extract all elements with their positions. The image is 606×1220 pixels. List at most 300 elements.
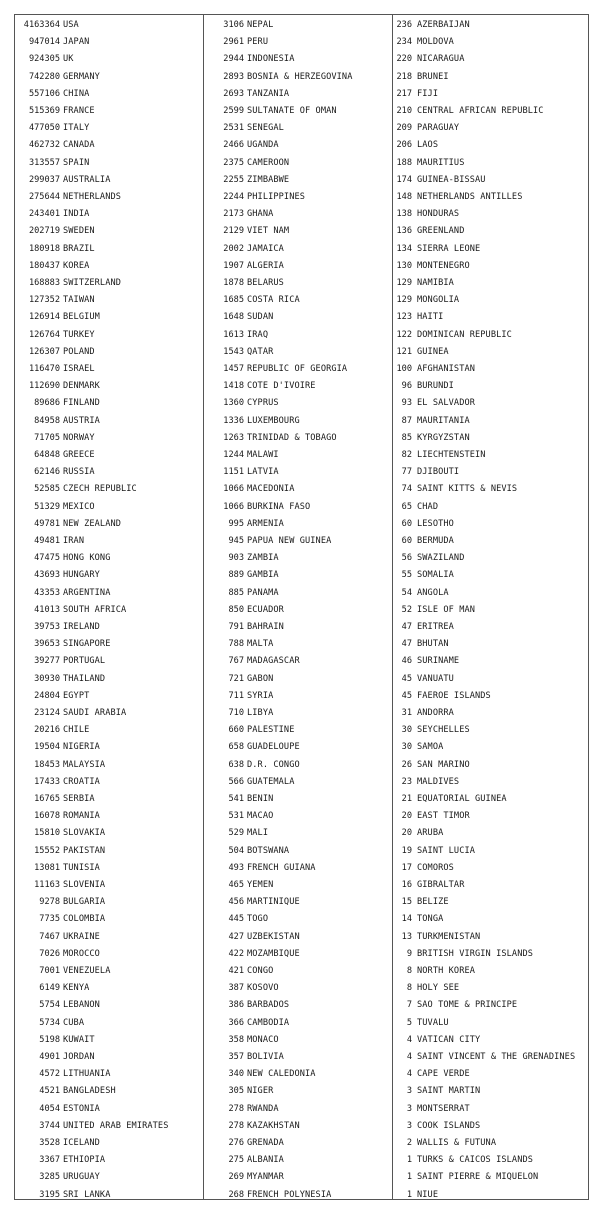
table-row bbox=[15, 619, 203, 636]
table-row bbox=[392, 980, 588, 997]
country-name: NIGERIA bbox=[63, 742, 100, 753]
count-value: 148 bbox=[396, 192, 412, 202]
count-value: 557106 bbox=[28, 88, 60, 99]
count-value: 889 bbox=[228, 570, 244, 581]
table-row bbox=[203, 120, 392, 137]
count-value: 7467 bbox=[39, 931, 60, 942]
count-value: 56 bbox=[401, 553, 412, 564]
country-name: MALI bbox=[247, 828, 269, 839]
table-row bbox=[392, 155, 588, 172]
table-row bbox=[392, 51, 588, 68]
country-name: BOTSWANA bbox=[247, 845, 290, 856]
count-value: 531 bbox=[228, 811, 244, 822]
count-value: 20216 bbox=[34, 725, 60, 736]
country-name: VIET NAM bbox=[247, 226, 290, 237]
count-value: 4 bbox=[406, 1069, 412, 1080]
country-name: EL SALVADOR bbox=[417, 398, 476, 409]
count-value: 2893 bbox=[223, 71, 244, 82]
country-name: SULTANATE OF OMAN bbox=[247, 106, 337, 116]
country-name: GERMANY bbox=[63, 71, 100, 82]
table-row bbox=[203, 1083, 392, 1100]
count-value: 26 bbox=[401, 759, 412, 770]
table-row bbox=[203, 843, 392, 860]
count-value: 1613 bbox=[223, 329, 244, 340]
country-name: DOMINICAN REPUBLIC bbox=[417, 329, 512, 340]
country-name: SINGAPORE bbox=[63, 639, 111, 650]
table-column-2 bbox=[203, 15, 393, 1199]
count-value: 3285 bbox=[39, 1172, 60, 1183]
table-row bbox=[392, 275, 588, 292]
count-value: 188 bbox=[396, 157, 412, 168]
table-row bbox=[203, 1187, 392, 1204]
country-name: JAPAN bbox=[63, 37, 90, 48]
country-name: KOREA bbox=[63, 260, 90, 271]
count-value: 6149 bbox=[39, 983, 60, 994]
table-row bbox=[15, 722, 203, 739]
table-row bbox=[203, 739, 392, 756]
table-row bbox=[203, 929, 392, 946]
table-row bbox=[203, 808, 392, 825]
count-value: 4 bbox=[406, 1034, 412, 1045]
country-name: KENYA bbox=[63, 983, 90, 994]
count-value: 17 bbox=[401, 862, 412, 873]
country-name: IRAQ bbox=[247, 329, 269, 340]
table-row bbox=[203, 206, 392, 223]
country-name: ARUBA bbox=[417, 828, 444, 839]
count-value: 39753 bbox=[34, 622, 60, 632]
count-value: 134 bbox=[396, 243, 412, 254]
table-row bbox=[392, 223, 588, 240]
count-value: 209 bbox=[396, 123, 412, 134]
country-name: NIUE bbox=[417, 1189, 439, 1200]
table-row bbox=[392, 929, 588, 946]
country-name: REPUBLIC OF GEORGIA bbox=[247, 364, 348, 374]
table-row bbox=[392, 378, 588, 395]
table-row bbox=[15, 1049, 203, 1066]
count-value: 1 bbox=[406, 1189, 412, 1200]
count-value: 39653 bbox=[34, 639, 60, 650]
count-value: 45 bbox=[401, 690, 412, 701]
table-row bbox=[15, 1118, 203, 1135]
count-value: 129 bbox=[396, 295, 412, 306]
count-value: 210 bbox=[396, 106, 412, 116]
table-row bbox=[15, 929, 203, 946]
table-row bbox=[203, 1066, 392, 1083]
count-value: 456 bbox=[228, 897, 244, 908]
table-row bbox=[203, 241, 392, 258]
country-name: COOK ISLANDS bbox=[417, 1120, 481, 1131]
country-name: AFGHANISTAN bbox=[417, 364, 476, 374]
country-name: BELGIUM bbox=[63, 312, 100, 323]
table-row bbox=[392, 292, 588, 309]
table-row bbox=[392, 688, 588, 705]
country-name: CHINA bbox=[63, 88, 90, 99]
count-value: 721 bbox=[228, 673, 244, 684]
table-row bbox=[15, 120, 203, 137]
table-row bbox=[203, 825, 392, 842]
count-value: 15810 bbox=[34, 828, 60, 839]
country-name: BAHRAIN bbox=[247, 622, 284, 632]
table-row bbox=[15, 309, 203, 326]
country-name: BRAZIL bbox=[63, 243, 95, 254]
count-value: 3 bbox=[406, 1103, 412, 1114]
table-row bbox=[15, 137, 203, 154]
count-value: 4 bbox=[406, 1052, 412, 1062]
table-row bbox=[203, 602, 392, 619]
count-value: 924305 bbox=[28, 54, 60, 65]
table-row bbox=[203, 533, 392, 550]
table-row bbox=[392, 464, 588, 481]
count-value: 23 bbox=[401, 776, 412, 787]
table-row bbox=[392, 172, 588, 189]
count-value: 20 bbox=[401, 828, 412, 839]
table-row bbox=[203, 155, 392, 172]
table-row bbox=[15, 653, 203, 670]
count-value: 2531 bbox=[223, 123, 244, 134]
table-row bbox=[392, 653, 588, 670]
count-value: 4901 bbox=[39, 1052, 60, 1062]
country-name: VENEZUELA bbox=[63, 966, 111, 976]
count-value: 129 bbox=[396, 278, 412, 288]
count-value: 121 bbox=[396, 346, 412, 357]
count-value: 47475 bbox=[34, 553, 60, 564]
table-row bbox=[203, 258, 392, 275]
count-value: 386 bbox=[228, 1000, 244, 1011]
country-name: TRINIDAD & TOBAGO bbox=[247, 432, 337, 443]
table-row bbox=[15, 774, 203, 791]
country-name: BULGARIA bbox=[63, 897, 106, 908]
count-value: 13 bbox=[401, 931, 412, 942]
count-value: 2129 bbox=[223, 226, 244, 237]
country-name: GHANA bbox=[247, 209, 274, 220]
country-name: SYRIA bbox=[247, 690, 274, 701]
country-name: SAN MARINO bbox=[417, 759, 470, 770]
table-row bbox=[392, 774, 588, 791]
country-name: UGANDA bbox=[247, 140, 279, 151]
country-name: MAURITIUS bbox=[417, 157, 465, 168]
table-row bbox=[203, 499, 392, 516]
table-row bbox=[392, 481, 588, 498]
count-value: 77 bbox=[401, 467, 412, 478]
table-row bbox=[392, 1066, 588, 1083]
table-row bbox=[203, 481, 392, 498]
count-value: 1878 bbox=[223, 278, 244, 288]
table-row bbox=[203, 688, 392, 705]
table-row bbox=[392, 636, 588, 653]
country-name: GAMBIA bbox=[247, 570, 279, 581]
table-row bbox=[15, 258, 203, 275]
country-name: PERU bbox=[247, 37, 269, 48]
country-name: RUSSIA bbox=[63, 467, 95, 478]
table-row bbox=[392, 757, 588, 774]
table-row bbox=[203, 1169, 392, 1186]
table-row bbox=[15, 1032, 203, 1049]
country-name: VANUATU bbox=[417, 673, 454, 684]
count-value: 515369 bbox=[28, 106, 60, 116]
count-value: 903 bbox=[228, 553, 244, 564]
table-row bbox=[15, 499, 203, 516]
table-row bbox=[203, 86, 392, 103]
country-name: BARBADOS bbox=[247, 1000, 290, 1011]
count-value: 217 bbox=[396, 88, 412, 99]
count-value: 136 bbox=[396, 226, 412, 237]
country-name: SPAIN bbox=[63, 157, 90, 168]
country-name: NIGER bbox=[247, 1086, 274, 1097]
table-row bbox=[392, 1118, 588, 1135]
country-name: BERMUDA bbox=[417, 536, 454, 546]
country-name: IRAN bbox=[63, 536, 85, 546]
table-row bbox=[392, 1135, 588, 1152]
country-name: BOSNIA & HERZEGOVINA bbox=[247, 71, 353, 82]
table-row bbox=[15, 292, 203, 309]
table-row bbox=[15, 894, 203, 911]
table-row bbox=[203, 17, 392, 34]
table-row bbox=[203, 103, 392, 120]
count-value: 2002 bbox=[223, 243, 244, 254]
count-value: 23124 bbox=[34, 708, 60, 718]
count-value: 71705 bbox=[34, 432, 60, 443]
table-row bbox=[15, 51, 203, 68]
table-row bbox=[203, 137, 392, 154]
table-row bbox=[15, 206, 203, 223]
country-name: LIBYA bbox=[247, 708, 274, 718]
count-value: 3528 bbox=[39, 1138, 60, 1148]
count-value: 2375 bbox=[223, 157, 244, 168]
count-value: 638 bbox=[228, 759, 244, 770]
table-row bbox=[392, 120, 588, 137]
country-name: ARGENTINA bbox=[63, 587, 111, 598]
country-name: SRI LANKA bbox=[63, 1189, 111, 1200]
table-row bbox=[15, 34, 203, 51]
table-row bbox=[392, 258, 588, 275]
count-value: 1066 bbox=[223, 484, 244, 495]
country-name: CHILE bbox=[63, 725, 90, 736]
table-row bbox=[15, 533, 203, 550]
count-value: 1066 bbox=[223, 501, 244, 512]
count-value: 3744 bbox=[39, 1120, 60, 1131]
table-row bbox=[15, 1169, 203, 1186]
country-name: FIJI bbox=[417, 88, 439, 99]
table-row bbox=[15, 413, 203, 430]
table-row bbox=[392, 447, 588, 464]
table-row bbox=[203, 980, 392, 997]
table-row bbox=[15, 843, 203, 860]
country-name: NETHERLANDS bbox=[63, 192, 122, 202]
country-name: GREENLAND bbox=[417, 226, 465, 237]
table-row bbox=[392, 327, 588, 344]
count-value: 96 bbox=[401, 381, 412, 392]
count-value: 427 bbox=[228, 931, 244, 942]
country-name: PANAMA bbox=[247, 587, 279, 598]
count-value: 5754 bbox=[39, 1000, 60, 1011]
count-value: 1360 bbox=[223, 398, 244, 409]
country-name: MALDIVES bbox=[417, 776, 460, 787]
country-name: TUVALU bbox=[417, 1017, 449, 1028]
count-value: 885 bbox=[228, 587, 244, 598]
country-name: GUINEA-BISSAU bbox=[417, 174, 486, 185]
count-value: 275 bbox=[228, 1155, 244, 1166]
table-row bbox=[392, 309, 588, 326]
table-row bbox=[15, 1135, 203, 1152]
country-name: VATICAN CITY bbox=[417, 1034, 481, 1045]
table-row bbox=[392, 860, 588, 877]
table-row bbox=[203, 860, 392, 877]
count-value: 24804 bbox=[34, 690, 60, 701]
country-name: MOLDOVA bbox=[417, 37, 454, 48]
table-row bbox=[15, 155, 203, 172]
table-row bbox=[392, 189, 588, 206]
table-row bbox=[15, 636, 203, 653]
count-value: 1 bbox=[406, 1172, 412, 1183]
country-name: TONGA bbox=[417, 914, 444, 925]
country-name: WALLIS & FUTUNA bbox=[417, 1138, 497, 1148]
count-value: 2944 bbox=[223, 54, 244, 65]
country-name: MONGOLIA bbox=[417, 295, 460, 306]
count-value: 62146 bbox=[34, 467, 60, 478]
count-value: 465 bbox=[228, 880, 244, 890]
country-name: TAIWAN bbox=[63, 295, 95, 306]
count-value: 1336 bbox=[223, 415, 244, 426]
country-name: ECUADOR bbox=[247, 604, 284, 615]
table-row bbox=[203, 997, 392, 1014]
table-row bbox=[392, 963, 588, 980]
count-value: 1151 bbox=[223, 467, 244, 478]
table-row bbox=[392, 619, 588, 636]
count-value: 30930 bbox=[34, 673, 60, 684]
table-row bbox=[15, 464, 203, 481]
count-value: 123 bbox=[396, 312, 412, 323]
country-name: BENIN bbox=[247, 794, 274, 804]
table-row bbox=[392, 361, 588, 378]
country-name: CZECH REPUBLIC bbox=[63, 484, 137, 495]
table-row bbox=[392, 69, 588, 86]
country-name: SAINT LUCIA bbox=[417, 845, 476, 856]
country-name: ICELAND bbox=[63, 1138, 100, 1148]
count-value: 1685 bbox=[223, 295, 244, 306]
country-name: TURKS & CAICOS ISLANDS bbox=[417, 1155, 534, 1166]
count-value: 45 bbox=[401, 673, 412, 684]
country-name: ALGERIA bbox=[247, 260, 284, 271]
table-row bbox=[392, 567, 588, 584]
table-row bbox=[15, 997, 203, 1014]
table-row bbox=[203, 774, 392, 791]
count-value: 2244 bbox=[223, 192, 244, 202]
country-name: CAPE VERDE bbox=[417, 1069, 470, 1080]
table-row bbox=[15, 86, 203, 103]
count-value: 16 bbox=[401, 880, 412, 890]
country-name: ANGOLA bbox=[417, 587, 449, 598]
country-name: SWAZILAND bbox=[417, 553, 465, 564]
table-row bbox=[15, 567, 203, 584]
table-row bbox=[15, 344, 203, 361]
country-name: NAMIBIA bbox=[417, 278, 454, 288]
count-value: 462732 bbox=[28, 140, 60, 151]
count-value: 89686 bbox=[34, 398, 60, 409]
country-name: NORTH KOREA bbox=[417, 966, 476, 976]
country-name: RWANDA bbox=[247, 1103, 279, 1114]
country-name: CONGO bbox=[247, 966, 274, 976]
country-name: HUNGARY bbox=[63, 570, 100, 581]
table-row bbox=[203, 344, 392, 361]
country-count-table bbox=[14, 14, 589, 1200]
count-value: 116470 bbox=[28, 364, 60, 374]
country-name: POLAND bbox=[63, 346, 95, 357]
table-row bbox=[392, 430, 588, 447]
country-name: LAOS bbox=[417, 140, 439, 151]
country-name: FRANCE bbox=[63, 106, 95, 116]
count-value: 541 bbox=[228, 794, 244, 804]
country-name: COTE D'IVOIRE bbox=[247, 381, 316, 392]
count-value: 8 bbox=[406, 966, 412, 976]
count-value: 358 bbox=[228, 1034, 244, 1045]
count-value: 2961 bbox=[223, 37, 244, 48]
count-value: 7 bbox=[406, 1000, 412, 1011]
table-row bbox=[392, 1169, 588, 1186]
table-row bbox=[392, 825, 588, 842]
country-name: UKRAINE bbox=[63, 931, 100, 942]
table-row bbox=[203, 963, 392, 980]
table-row bbox=[15, 430, 203, 447]
count-value: 174 bbox=[396, 174, 412, 185]
table-row bbox=[392, 34, 588, 51]
country-name: HOLY SEE bbox=[417, 983, 460, 994]
country-name: D.R. CONGO bbox=[247, 759, 300, 770]
count-value: 39277 bbox=[34, 656, 60, 667]
count-value: 31 bbox=[401, 708, 412, 718]
country-name: SUDAN bbox=[247, 312, 274, 323]
table-row bbox=[203, 911, 392, 928]
table-row bbox=[15, 602, 203, 619]
count-value: 276 bbox=[228, 1138, 244, 1148]
country-name: TOGO bbox=[247, 914, 269, 925]
count-value: 1457 bbox=[223, 364, 244, 374]
country-name: SAINT VINCENT & THE GRENADINES bbox=[417, 1052, 576, 1062]
count-value: 234 bbox=[396, 37, 412, 48]
country-name: GRENADA bbox=[247, 1138, 284, 1148]
country-name: SENEGAL bbox=[247, 123, 284, 134]
country-name: FRENCH GUIANA bbox=[247, 862, 316, 873]
count-value: 54 bbox=[401, 587, 412, 598]
country-name: ISLE OF MAN bbox=[417, 604, 476, 615]
country-name: LUXEMBOURG bbox=[247, 415, 300, 426]
table-row bbox=[15, 808, 203, 825]
table-row bbox=[203, 1101, 392, 1118]
table-row bbox=[15, 585, 203, 602]
count-value: 11163 bbox=[34, 880, 60, 890]
table-row bbox=[203, 292, 392, 309]
country-name: TUNISIA bbox=[63, 862, 100, 873]
country-name: ETHIOPIA bbox=[63, 1155, 106, 1166]
count-value: 1907 bbox=[223, 260, 244, 271]
table-row bbox=[15, 860, 203, 877]
country-name: KYRGYZSTAN bbox=[417, 432, 470, 443]
count-value: 3367 bbox=[39, 1155, 60, 1166]
count-value: 7735 bbox=[39, 914, 60, 925]
table-row bbox=[392, 206, 588, 223]
count-value: 945 bbox=[228, 536, 244, 546]
table-row bbox=[15, 550, 203, 567]
count-value: 41013 bbox=[34, 604, 60, 615]
count-value: 3 bbox=[406, 1120, 412, 1131]
table-row bbox=[203, 309, 392, 326]
count-value: 445 bbox=[228, 914, 244, 925]
count-value: 100 bbox=[396, 364, 412, 374]
count-value: 1244 bbox=[223, 450, 244, 460]
table-row bbox=[15, 705, 203, 722]
country-name: NEW CALEDONIA bbox=[247, 1069, 316, 1080]
country-name: SOUTH AFRICA bbox=[63, 604, 127, 615]
table-row bbox=[392, 1152, 588, 1169]
